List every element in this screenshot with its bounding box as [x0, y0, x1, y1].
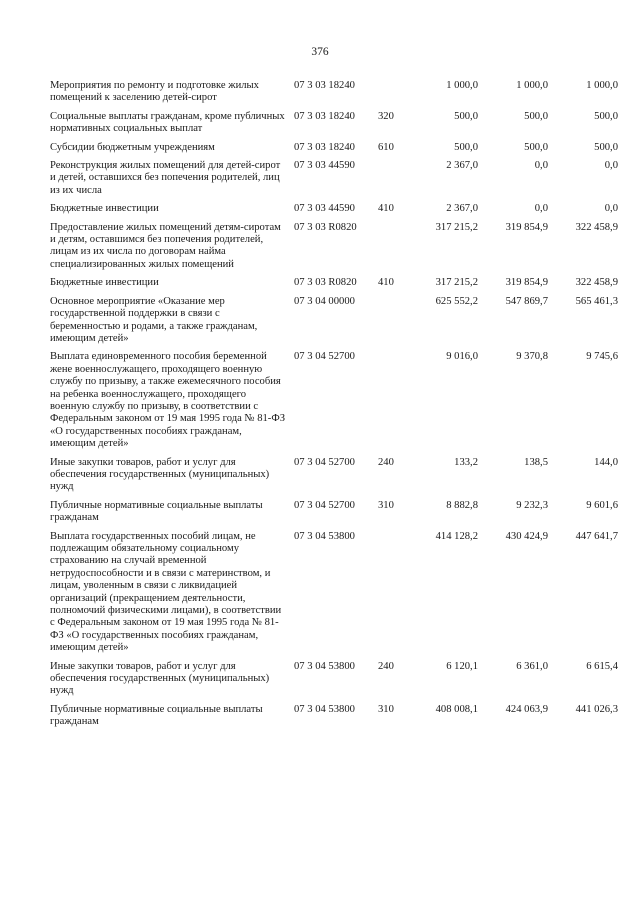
row-value-year3: 0,0 [604, 203, 618, 215]
row-expense-type [378, 351, 404, 450]
row-target-code: 07 3 04 52700 [294, 351, 355, 363]
row-value-year2: 0,0 [534, 203, 548, 215]
table-row [50, 277, 616, 289]
table-row [50, 203, 616, 215]
row-value-year3: 144,0 [594, 456, 618, 468]
row-expense-type: 240 [378, 660, 394, 672]
row-value-year1: 2 367,0 [446, 160, 478, 172]
row-expense-type [378, 222, 404, 272]
table-row [50, 500, 616, 525]
row-target-code: 07 3 03 R0820 [294, 221, 357, 233]
row-value-year3: 322 458,9 [575, 277, 618, 289]
row-value-year1: 317 215,2 [435, 221, 478, 233]
row-expense-type [378, 160, 404, 197]
table-row [50, 222, 616, 272]
row-value-year3: 0,0 [604, 160, 618, 172]
row-target-code: 07 3 04 00000 [294, 295, 355, 307]
table-row [50, 661, 616, 698]
row-value-year1: 500,0 [454, 110, 478, 122]
row-value-year1: 6 120,1 [446, 660, 478, 672]
table-row [50, 80, 616, 105]
row-name: Реконструкция жилых помещений для детей-сирот и детей, оставшихся без попечения родителей, лиц из их числа [50, 160, 281, 196]
row-value-year3: 1 000,0 [586, 80, 618, 91]
row-name: Социальные выплаты гражданам, кроме публичных нормативных социальных выплат [50, 110, 285, 135]
row-value-year1: 414 128,2 [435, 530, 478, 542]
row-value-year1: 9 016,0 [446, 351, 478, 363]
row-value-year2: 430 424,9 [505, 530, 548, 542]
row-target-code: 07 3 04 53800 [294, 660, 355, 672]
table-row [50, 531, 616, 655]
row-name: Выплата государственных пособий лицам, не подлежащим обязательному социальному страхованию на случай временной нетрудоспособности и в связи с материнством, и лицам, уволенным в связи с ликвидацией организаций (прекращением деятельности, полномочий физическими лицами), в соответствии с Федеральным законом от 19 мая 1995 года № 81-ФЗ «О государственных пособиях гражданам, имеющим детей» [50, 530, 282, 654]
row-value-year1: 1 000,0 [446, 80, 478, 91]
row-value-year2: 500,0 [524, 141, 548, 153]
row-value-year3: 500,0 [594, 110, 618, 122]
row-value-year3: 447 641,7 [575, 530, 618, 542]
row-name: Выплата единовременного пособия беременной жене военнослужащего, проходящего военную службу по призыву, а также ежемесячного пособия на ребенка военнослужащего, проходящего военную службу по призыву, в соответствии с Федеральным законом от 19 мая 1995 года № 81-ФЗ «О государственных пособиях гражданам, имеющим детей» [50, 351, 286, 450]
row-name: Мероприятия по ремонту и подготовке жилых помещений к заселению детей-сирот [50, 80, 259, 104]
row-expense-type: 310 [378, 703, 394, 715]
table-row [50, 142, 616, 154]
row-value-year2: 6 361,0 [516, 660, 548, 672]
row-value-year1: 625 552,2 [435, 295, 478, 307]
row-target-code: 07 3 04 53800 [294, 530, 355, 542]
row-value-year2: 138,5 [524, 456, 548, 468]
row-expense-type: 310 [378, 499, 394, 511]
row-name: Иные закупки товаров, работ и услуг для обеспечения государственных (муниципальных) нужд [50, 660, 270, 697]
row-value-year2: 1 000,0 [516, 80, 548, 91]
table-row [50, 457, 616, 494]
budget-table [50, 80, 616, 729]
row-value-year2: 9 232,3 [516, 499, 548, 511]
page-number: 376 [311, 46, 329, 58]
table-row [50, 351, 616, 450]
row-value-year2: 547 869,7 [505, 295, 548, 307]
row-expense-type: 610 [378, 141, 394, 153]
row-value-year3: 6 615,4 [586, 660, 618, 672]
row-value-year1: 2 367,0 [446, 203, 478, 215]
row-value-year3: 9 745,6 [586, 351, 618, 363]
row-value-year3: 9 601,6 [586, 499, 618, 511]
row-target-code: 07 3 03 18240 [294, 80, 355, 91]
row-value-year1: 408 008,1 [435, 703, 478, 715]
row-name: Основное мероприятие «Оказание мер государственной поддержки в связи с беременностью и родами, а также гражданам, имеющим детей» [50, 295, 258, 344]
row-value-year3: 441 026,3 [575, 703, 618, 715]
row-target-code: 07 3 03 18240 [294, 110, 355, 122]
row-value-year3: 500,0 [594, 141, 618, 153]
row-target-code: 07 3 04 52700 [294, 456, 355, 468]
row-value-year3: 322 458,9 [575, 221, 618, 233]
row-target-code: 07 3 04 53800 [294, 703, 355, 715]
row-expense-type [378, 531, 404, 655]
row-value-year2: 0,0 [534, 160, 548, 172]
row-name: Бюджетные инвестиции [50, 277, 159, 289]
row-expense-type: 410 [378, 277, 394, 289]
row-target-code: 07 3 03 44590 [294, 203, 355, 215]
row-target-code: 07 3 03 R0820 [294, 277, 357, 289]
row-value-year3: 565 461,3 [575, 295, 618, 307]
row-expense-type: 410 [378, 203, 394, 215]
row-value-year2: 500,0 [524, 110, 548, 122]
row-name: Субсидии бюджетным учреждениям [50, 141, 215, 153]
row-name: Публичные нормативные социальные выплаты гражданам [50, 499, 263, 524]
row-value-year1: 500,0 [454, 141, 478, 153]
row-value-year2: 319 854,9 [505, 277, 548, 289]
row-value-year1: 317 215,2 [435, 277, 478, 289]
row-value-year1: 133,2 [454, 456, 478, 468]
table-row [50, 111, 616, 136]
row-value-year2: 319 854,9 [505, 221, 548, 233]
row-name: Предоставление жилых помещений детям-сиротам и детям, оставшимся без попечения родителей, лицам из их числа по договорам найма специализированных жилых помещений [50, 221, 281, 270]
row-name: Иные закупки товаров, работ и услуг для обеспечения государственных (муниципальных) нужд [50, 456, 270, 493]
row-expense-type [378, 80, 404, 105]
row-target-code: 07 3 04 52700 [294, 499, 355, 511]
row-name: Публичные нормативные социальные выплаты гражданам [50, 703, 263, 728]
row-value-year2: 424 063,9 [505, 703, 548, 715]
row-value-year2: 9 370,8 [516, 351, 548, 363]
row-expense-type: 240 [378, 456, 394, 468]
table-row [50, 296, 616, 346]
row-expense-type: 320 [378, 110, 394, 122]
row-expense-type [378, 296, 404, 346]
row-target-code: 07 3 03 18240 [294, 141, 355, 153]
row-name: Бюджетные инвестиции [50, 203, 159, 215]
table-row [50, 160, 616, 197]
row-value-year1: 8 882,8 [446, 499, 478, 511]
row-target-code: 07 3 03 44590 [294, 160, 355, 172]
table-row [50, 704, 616, 729]
